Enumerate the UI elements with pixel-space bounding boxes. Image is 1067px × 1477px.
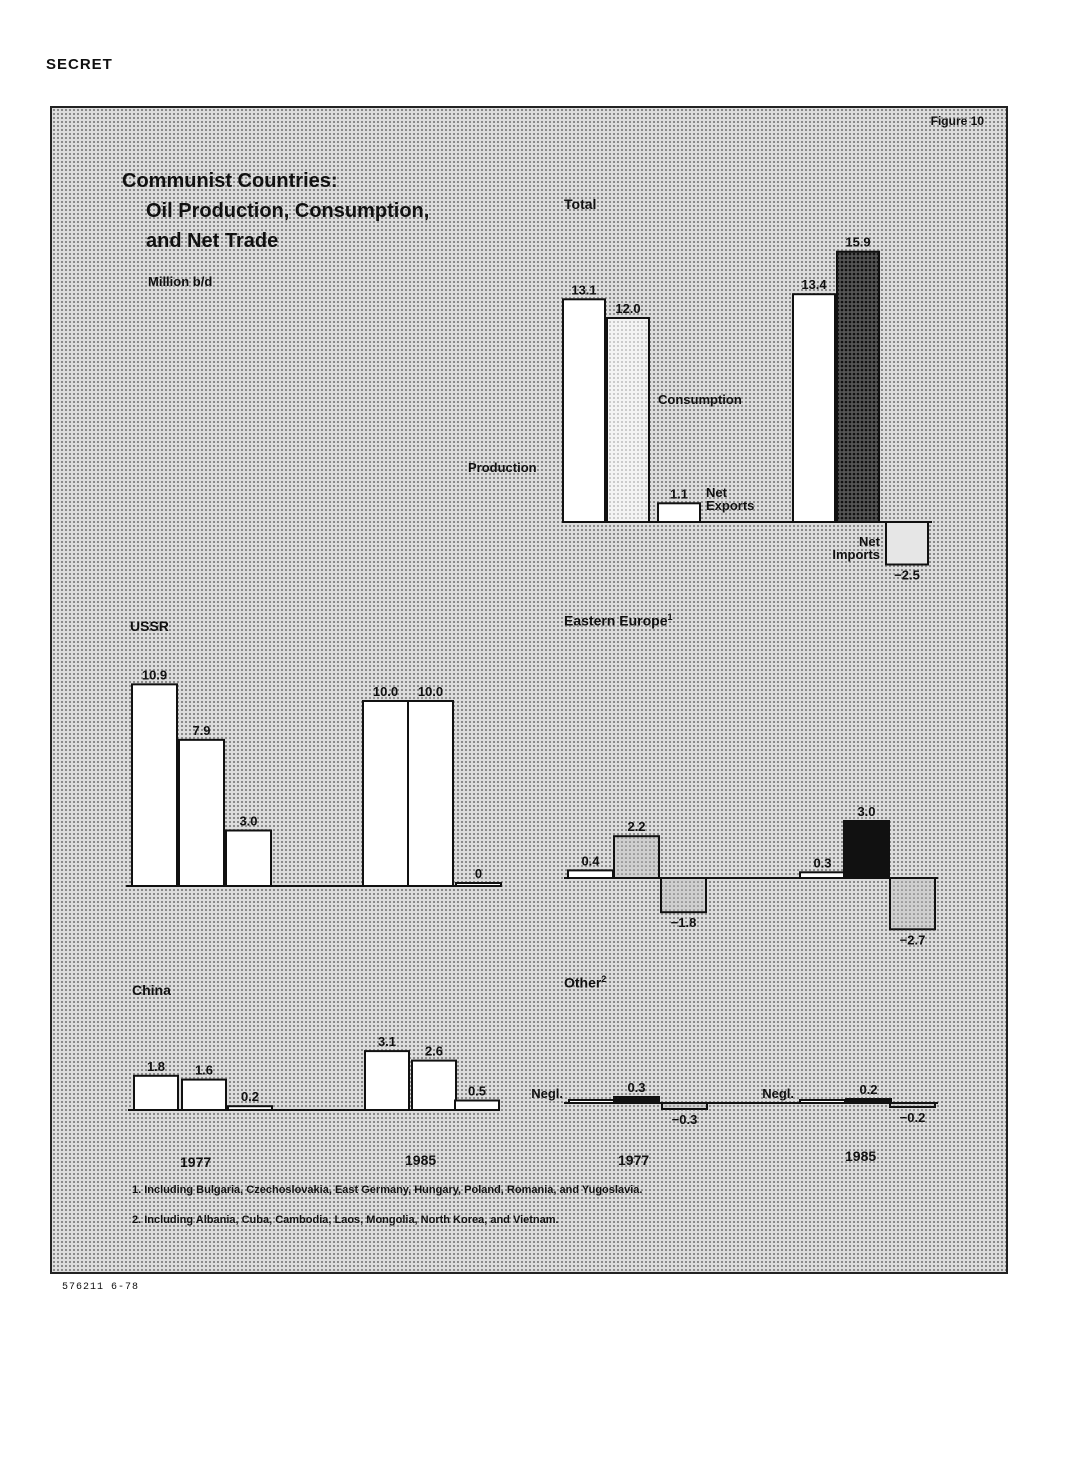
total-bar-consumption-1977 — [607, 318, 649, 522]
ussr-value-label: 7.9 — [192, 722, 211, 738]
eastern-europe-title-text: Eastern Europe — [564, 612, 668, 629]
unit-label: Million b/d — [148, 274, 213, 289]
figure-box — [50, 106, 1008, 1274]
total-bar-net-exports-net-imports-1985 — [886, 522, 928, 565]
china-value-label: 1.6 — [194, 1062, 214, 1078]
total-bar-consumption-1985 — [837, 252, 879, 522]
footnote-1: 1. Including Bulgaria, Czechoslovakia, East Germany, Hungary, Poland, Romania, and Yugoslavia. — [132, 1184, 643, 1196]
eastern-europe-bar-net-trade-1977 — [661, 878, 706, 912]
eastern-europe-bar-consumption-1985 — [844, 821, 889, 878]
total-value-label: 13.4 — [801, 277, 827, 293]
title-line-2: Oil Production, Consumption, — [146, 200, 430, 222]
ussr-value-label: 10.0 — [372, 684, 399, 699]
china-value-label: 1.8 — [146, 1058, 166, 1074]
panel-title-china: China — [132, 982, 171, 998]
eastern-europe-value-label: 2.2 — [627, 819, 646, 835]
china-bar-production-1977 — [134, 1076, 178, 1110]
annotation-production: Production — [468, 460, 537, 475]
other-value-label: Negl. — [762, 1086, 794, 1101]
other-value-label: 0.2 — [859, 1082, 878, 1097]
other-value-label: 0.3 — [627, 1080, 646, 1095]
other-value-label: −0.2 — [899, 1110, 926, 1125]
footnote-2: 2. Including Albania, Cuba, Cambodia, Laos, Mongolia, North Korea, and Vietnam. — [132, 1214, 559, 1226]
ussr-value-label: 3.0 — [239, 813, 258, 829]
china-value-label: 3.1 — [377, 1034, 397, 1050]
eastern-europe-bar-consumption-1977 — [614, 836, 659, 878]
eastern-europe-bar-net-trade-1985 — [890, 878, 935, 929]
annotation-consumption: Consumption — [658, 392, 742, 407]
other-bar-production-1977 — [569, 1100, 614, 1103]
eastern-europe-value-label: −1.8 — [670, 915, 697, 931]
china-bar-consumption-1977 — [182, 1080, 226, 1110]
total-bar-production-1985 — [793, 294, 835, 522]
year-label-1985-left: 1985 — [405, 1152, 437, 1168]
eastern-europe-bar-production-1977 — [568, 870, 613, 878]
ussr-bar-net-trade-1977 — [226, 831, 271, 887]
other-title-text: Other — [564, 974, 602, 991]
panel-title-ussr: USSR — [130, 618, 169, 634]
other-value-label: Negl. — [531, 1086, 563, 1101]
other-value-label: −0.3 — [671, 1112, 698, 1127]
total-value-label: 1.1 — [669, 486, 689, 502]
title-line-3: and Net Trade — [146, 230, 279, 252]
eastern-europe-bar-production-1985 — [800, 872, 845, 878]
ussr-bar-consumption-1977 — [179, 740, 224, 886]
annotation-net-imports-line1: Net — [859, 534, 880, 549]
ussr-bar-production-1985 — [363, 701, 408, 886]
other-bar-consumption-1977 — [614, 1097, 659, 1103]
figure-label: Figure 10 — [930, 114, 984, 128]
china-bar-net-trade-1985 — [455, 1101, 499, 1111]
footnote-ref-2: 2 — [601, 974, 607, 984]
annotation-net-exports-line2: Exports — [706, 498, 755, 513]
ussr-bar-net-trade-1985 — [456, 883, 501, 886]
charts-canvas — [52, 108, 1006, 1272]
total-value-label: 13.1 — [571, 282, 597, 298]
china-value-label: 2.6 — [424, 1043, 444, 1059]
china-value-label: 0.2 — [240, 1089, 260, 1105]
other-bar-net-trade-1977 — [662, 1103, 707, 1109]
year-label-1977-right: 1977 — [618, 1152, 650, 1168]
year-label-1985-right: 1985 — [845, 1148, 877, 1164]
eastern-europe-value-label: 3.0 — [857, 804, 876, 819]
footnote-ref-1: 1 — [667, 612, 673, 622]
other-bar-net-trade-1985 — [890, 1103, 935, 1107]
annotation-net-exports-line1: Net — [706, 485, 727, 500]
panel-title-total: Total — [564, 196, 597, 212]
ussr-bar-production-1977 — [132, 684, 177, 886]
china-bar-net-trade-1977 — [228, 1106, 272, 1110]
classification-marking: SECRET — [46, 56, 113, 73]
total-value-label: 15.9 — [845, 234, 871, 250]
total-value-label: −2.5 — [894, 567, 920, 583]
total-bar-production-1977 — [563, 299, 605, 522]
ussr-value-label: 10.9 — [141, 667, 168, 683]
ussr-value-label: 0 — [474, 866, 483, 881]
annotation-net-imports-line2: Imports — [832, 547, 880, 562]
title-line-1: Communist Countries: — [122, 170, 338, 192]
china-value-label: 0.5 — [467, 1083, 487, 1099]
eastern-europe-value-label: −2.7 — [899, 932, 926, 948]
ussr-bar-consumption-1985 — [408, 701, 453, 886]
china-bar-consumption-1985 — [412, 1061, 456, 1110]
other-bar-consumption-1985 — [846, 1099, 891, 1103]
eastern-europe-value-label: 0.4 — [581, 853, 600, 869]
ussr-value-label: 10.0 — [417, 684, 444, 699]
eastern-europe-value-label: 0.3 — [813, 855, 832, 871]
total-value-label: 12.0 — [615, 301, 641, 316]
china-bar-production-1985 — [365, 1051, 409, 1110]
other-bar-production-1985 — [800, 1100, 845, 1103]
year-label-1977-left: 1977 — [180, 1154, 212, 1170]
document-number: 576211 6-78 — [62, 1282, 140, 1293]
total-bar-net-exports-net-imports-1977 — [658, 503, 700, 522]
